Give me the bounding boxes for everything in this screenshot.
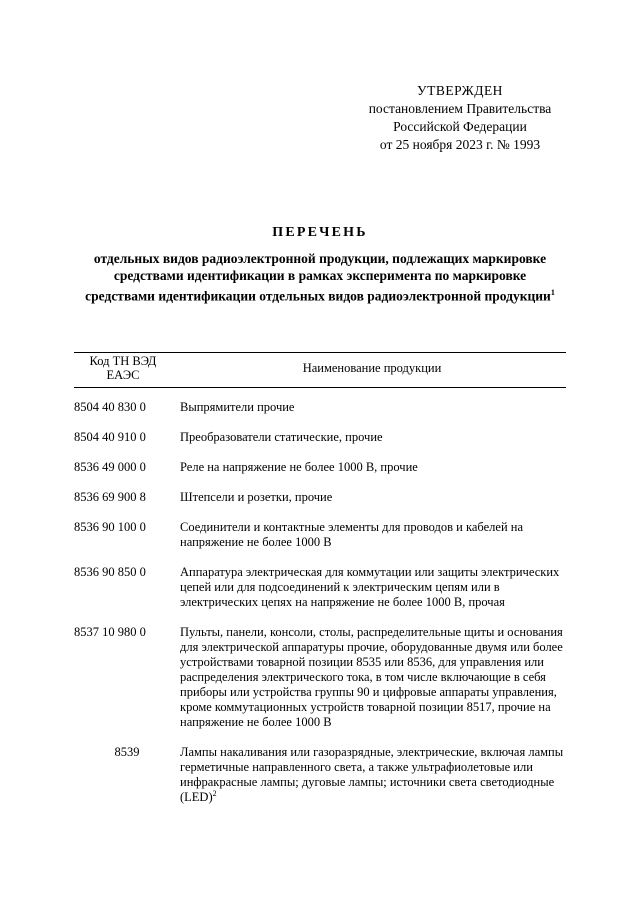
- table-row: [74, 565, 566, 610]
- header-name: Наименование продукции: [302, 361, 442, 375]
- footnote-ref: 1: [550, 288, 555, 297]
- row-code: 8536 90 100 0: [74, 520, 146, 534]
- row-code: 8536 49 000 0: [74, 460, 146, 474]
- table-row: [74, 625, 566, 730]
- document-title: ПЕРЕЧЕНЬ: [272, 225, 368, 240]
- approval-line-1: постановлением Правительства: [368, 101, 552, 116]
- row-name: Пульты, панели, консоли, столы, распределительные щиты и основания для электрической аппаратуры прочие, оборудованные двумя или более устройствами товарной позиции 8535 или 8536, для управления или распределения электрического тока, в том числе включающие в себя приборы или устройства группы 90 и цифровые аппараты управления, кроме коммутационных устройств товарной позиции 8517, прочие на напряжение не более 1000 В: [180, 625, 563, 729]
- table-row: [74, 520, 566, 550]
- header-code-line-2: ЕАЭС: [106, 368, 140, 382]
- table-row: [74, 430, 566, 445]
- row-code: 8537 10 980 0: [74, 625, 146, 639]
- row-name: Соединители и контактные элементы для проводов и кабелей на напряжение не более 1000 В: [180, 520, 523, 549]
- row-name: Реле на напряжение не более 1000 В, прочие: [180, 460, 418, 474]
- header-code: [74, 354, 172, 382]
- row-code: 8536 90 850 0: [74, 565, 146, 579]
- row-code: 8536 69 900 8: [74, 490, 146, 504]
- table-body: [74, 400, 566, 820]
- header-code-line-1: Код ТН ВЭД: [89, 354, 157, 368]
- row-name: Выпрямители прочие: [180, 400, 295, 414]
- table-row: [74, 460, 566, 475]
- approval-line-3: от 25 ноября 2023 г. № 1993: [379, 137, 541, 152]
- row-name-text: Лампы накаливания или газоразрядные, электрические, включая лампы герметичные направленного света, а также ультрафиолетовые или инфракрасные лампы; дуговые лампы; источники света светодиодные (LED): [180, 745, 564, 804]
- row-code: 8504 40 910 0: [74, 430, 146, 444]
- document-subtitle-text: отдельных видов радиоэлектронной продукции, подлежащих маркировке средствами идентификации в рамках эксперимента по маркировке средствами идентификации отдельных видов радиоэлектронной продукции: [85, 251, 551, 304]
- approval-line-2: Российской Федерации: [393, 119, 527, 134]
- table-row: [74, 400, 566, 415]
- row-name: Преобразователи статические, прочие: [180, 430, 383, 444]
- row-name: Штепсели и розетки, прочие: [180, 490, 333, 504]
- document-subtitle: [80, 250, 560, 305]
- row-code: 8504 40 830 0: [74, 400, 146, 414]
- row-name: [180, 745, 566, 805]
- table-row: [74, 745, 566, 805]
- table-row: [74, 490, 566, 505]
- row-name: Аппаратура электрическая для коммутации или защиты электрических цепей или для подсоединений к электрическим цепям или в электрических цепях на напряжение не более 1000 В, прочая: [180, 565, 560, 609]
- approval-title: УТВЕРЖДЕН: [417, 83, 503, 98]
- approval-block: [340, 82, 580, 154]
- row-code: 8539: [114, 745, 140, 759]
- footnote-ref: 2: [212, 788, 217, 798]
- table-header: [74, 352, 566, 388]
